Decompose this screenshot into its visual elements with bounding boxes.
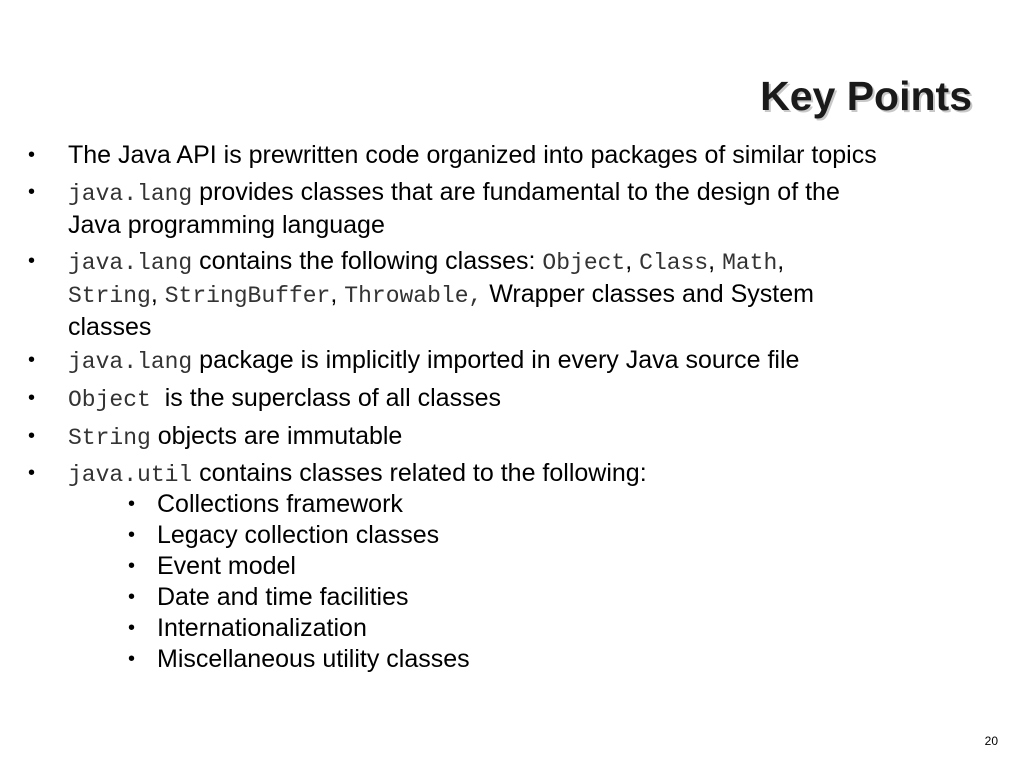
bullet-marker: • <box>128 493 136 515</box>
bullet-text <box>68 458 998 491</box>
sub-bullet-text: Date and time facilities <box>157 583 409 611</box>
bullet-text-part: Wrapper classes and System <box>482 280 814 308</box>
code-throwable: Throwable <box>344 283 469 309</box>
sub-bullet-text: Internationalization <box>157 614 367 642</box>
separator: , <box>330 280 345 308</box>
bullet-marker: • <box>128 617 136 639</box>
bullet-item-object-superclass <box>0 383 1024 416</box>
code-class: Class <box>639 250 709 276</box>
bullet-text-part: Java programming language <box>68 211 385 239</box>
bullet-text-part: classes <box>68 313 152 341</box>
sub-bullet-item <box>0 520 1024 551</box>
sub-bullet-item <box>0 551 1024 582</box>
bullet-marker: • <box>128 524 136 546</box>
bullet-text-part: provides classes that are fundamental to the design of the <box>192 178 840 206</box>
code-string: String <box>68 283 151 309</box>
bullet-text <box>68 345 998 378</box>
bullet-text <box>68 383 998 416</box>
page-number: 20 <box>984 734 998 748</box>
bullet-item-java-util <box>0 458 1024 491</box>
sub-bullet-item <box>0 582 1024 613</box>
bullet-item-java-lang-provides <box>0 177 1024 241</box>
bullet-text: The Java API is prewritten code organized into packages of similar topics <box>68 141 877 169</box>
bullet-marker: • <box>128 555 136 577</box>
code-object: Object <box>68 387 151 413</box>
sub-bullet-text: Legacy collection classes <box>157 521 440 549</box>
code-string: String <box>68 425 151 451</box>
bullet-marker: • <box>128 586 136 608</box>
separator: , <box>468 283 483 309</box>
bullet-text <box>68 177 998 241</box>
bullet-text-part: package is implicitly imported in every Java source file <box>192 346 800 374</box>
bullet-marker: • <box>28 462 36 484</box>
bullet-marker: • <box>28 144 36 166</box>
bullet-marker: • <box>28 425 36 447</box>
code-object: Object <box>542 250 626 276</box>
bullet-item-string-immutable <box>0 421 1024 454</box>
sub-bullet-item <box>0 613 1024 644</box>
code-java-lang: java.lang <box>68 250 193 276</box>
code-java-lang: java.lang <box>68 349 193 375</box>
bullet-text-part: contains the following classes: <box>192 247 543 275</box>
bullet-item-java-api <box>0 140 1024 171</box>
code-java-util: java.util <box>68 462 193 488</box>
sub-bullet-item <box>0 489 1024 520</box>
bullet-item-java-lang-contains <box>0 246 1024 343</box>
code-java-lang: java.lang <box>68 181 193 207</box>
bullet-item-java-lang-imported <box>0 345 1024 378</box>
bullet-text-part: contains classes related to the following: <box>192 459 647 487</box>
sub-bullet-text: Event model <box>157 552 296 580</box>
separator: , <box>708 247 723 275</box>
bullet-marker: • <box>28 349 36 371</box>
bullet-marker: • <box>128 648 136 670</box>
bullet-text <box>68 421 998 454</box>
bullet-marker: • <box>28 387 36 409</box>
bullet-text-part: objects are immutable <box>150 422 403 450</box>
slide-title: Key Points <box>760 73 972 119</box>
separator: , <box>150 280 165 308</box>
bullet-marker: • <box>28 250 36 272</box>
bullet-marker: • <box>28 181 36 203</box>
sub-bullet-item <box>0 644 1024 675</box>
code-stringbuffer: StringBuffer <box>164 283 331 309</box>
sub-bullet-text: Collections framework <box>157 490 403 518</box>
bullet-text <box>68 246 998 343</box>
sub-bullet-text: Miscellaneous utility classes <box>157 645 470 673</box>
code-math: Math <box>722 250 778 276</box>
separator: , <box>777 247 785 275</box>
bullet-text-part: is the superclass of all classes <box>150 384 501 412</box>
separator: , <box>625 247 640 275</box>
